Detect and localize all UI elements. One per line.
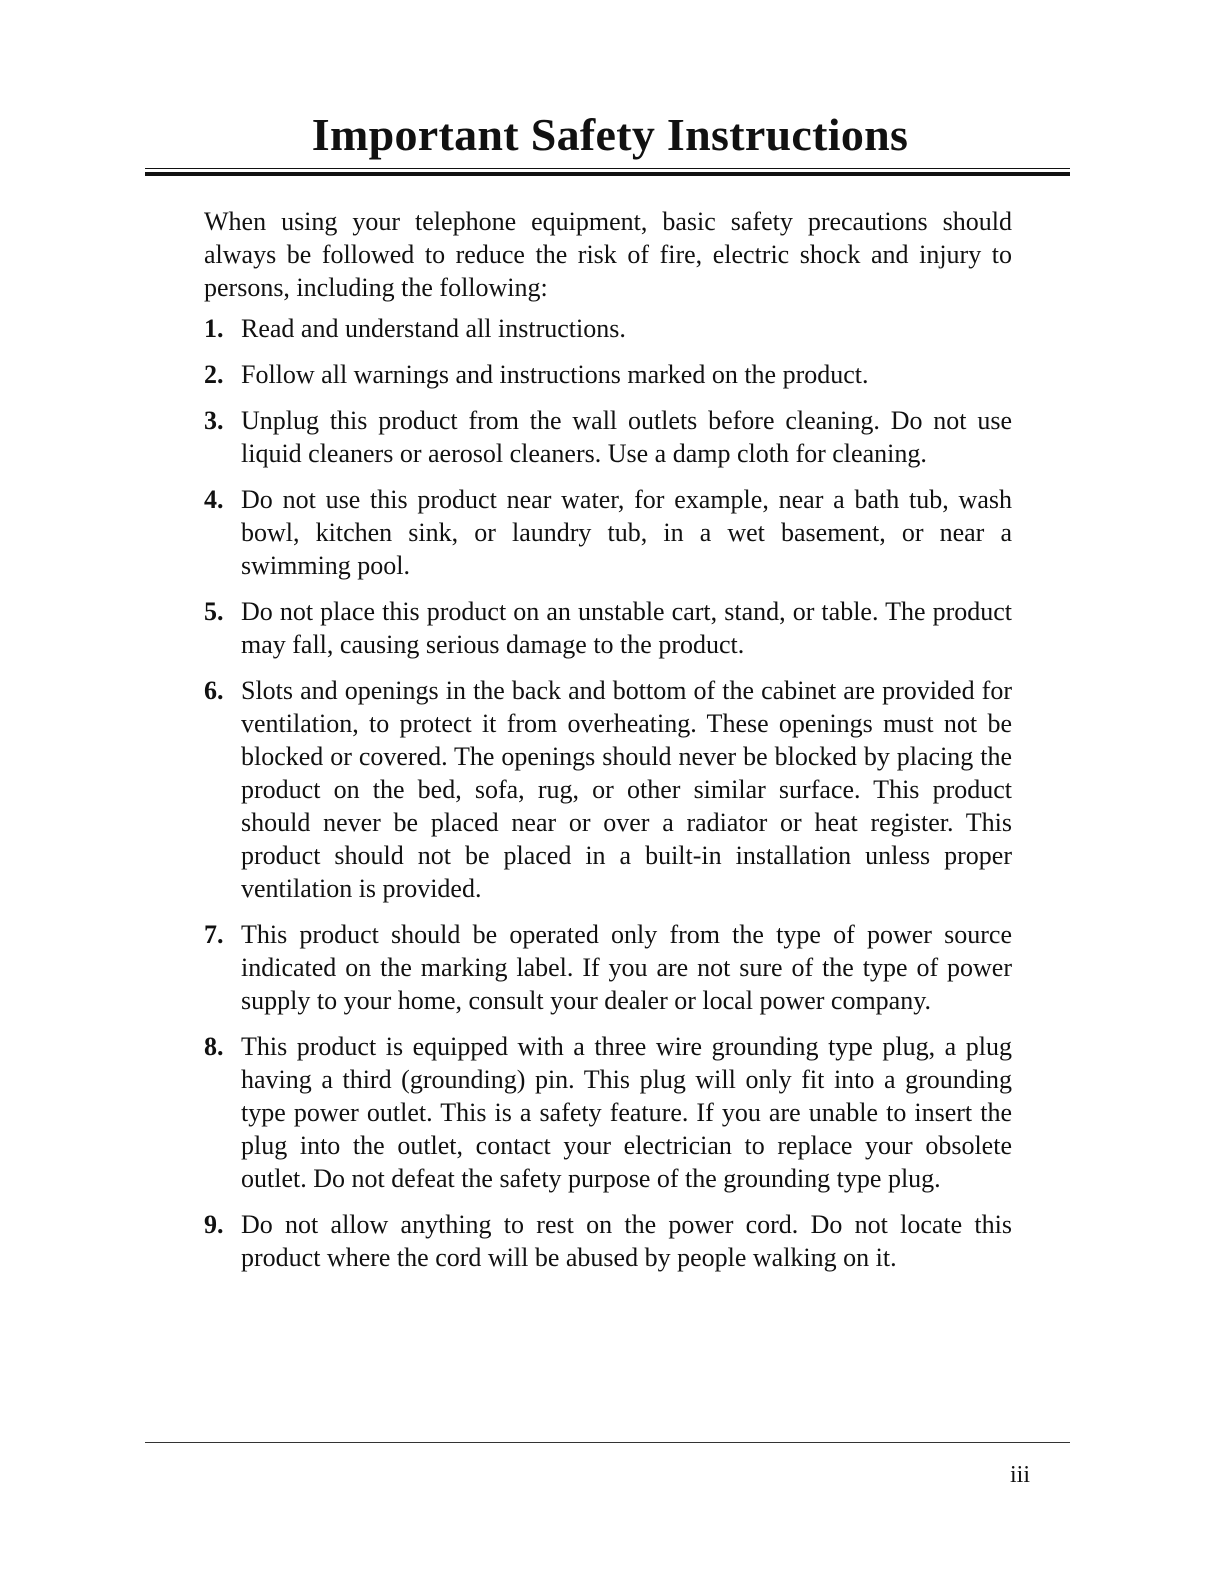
instruction-number: 8. <box>204 1032 224 1061</box>
instruction-text: Follow all warnings and instructions marked on the product. <box>241 360 869 389</box>
instruction-item-5 <box>204 595 1012 661</box>
instruction-number: 2. <box>204 360 224 389</box>
instruction-item-4 <box>204 483 1012 582</box>
instruction-item-7 <box>204 918 1012 1017</box>
instruction-number: 6. <box>204 676 224 705</box>
instruction-text: Do not place this product on an unstable cart, stand, or table. The product may fall, causing serious damage to the product. <box>241 597 1012 659</box>
instruction-item-9 <box>204 1208 1012 1274</box>
instruction-number: 9. <box>204 1210 224 1239</box>
page-number: iii <box>1009 1462 1030 1488</box>
instructions-list <box>204 312 1012 1274</box>
instruction-text: This product is equipped with a three wire grounding type plug, a plug having a third (grounding) pin. This plug will only fit into a grounding type power outlet. This is a safety feature. If you are unable to insert the plug into the outlet, contact your electrician to replace your obsolete outlet. Do not defeat the safety purpose of the grounding type plug. <box>241 1032 1012 1193</box>
instruction-text: Slots and openings in the back and bottom of the cabinet are provided for ventilation, to protect it from overheating. These openings must not be blocked or covered. The openings should never be blocked by placing the product on the bed, sofa, rug, or other similar surface. This product should never be placed near or over a radiator or heat register. This product should not be placed in a built-in installation unless proper ventilation is provided. <box>241 676 1012 903</box>
instruction-number: 1. <box>204 314 224 343</box>
title-rule-thick <box>145 172 1070 176</box>
intro-paragraph: When using your telephone equipment, basic safety precautions should always be followed to reduce the risk of fire, electric shock and injury to persons, including the following: <box>204 207 1012 302</box>
instructions-content <box>204 205 1012 1287</box>
instruction-text: This product should be operated only from the type of power source indicated on the marking label. If you are not sure of the type of power supply to your home, consult your dealer or local power company. <box>241 920 1012 1015</box>
instruction-text: Do not use this product near water, for example, near a bath tub, wash bowl, kitchen sink, or laundry tub, in a wet basement, or near a swimming pool. <box>241 485 1012 580</box>
instruction-item-2 <box>204 358 1012 391</box>
instruction-number: 3. <box>204 406 224 435</box>
instruction-number: 4. <box>204 485 224 514</box>
instruction-item-6 <box>204 674 1012 905</box>
instruction-text: Do not allow anything to rest on the power cord. Do not locate this product where the cord will be abused by people walking on it. <box>241 1210 1012 1272</box>
footer-rule <box>145 1442 1070 1443</box>
instruction-item-3 <box>204 404 1012 470</box>
instruction-item-1 <box>204 312 1012 345</box>
instruction-number: 7. <box>204 920 224 949</box>
page-title: Important Safety Instructions <box>311 109 909 160</box>
instruction-item-8 <box>204 1030 1012 1195</box>
title-rule-thin <box>145 168 1070 169</box>
instruction-text: Read and understand all instructions. <box>241 314 626 343</box>
instruction-number: 5. <box>204 597 224 626</box>
instruction-text: Unplug this product from the wall outlets before cleaning. Do not use liquid cleaners or aerosol cleaners. Use a damp cloth for cleaning. <box>241 406 1012 468</box>
